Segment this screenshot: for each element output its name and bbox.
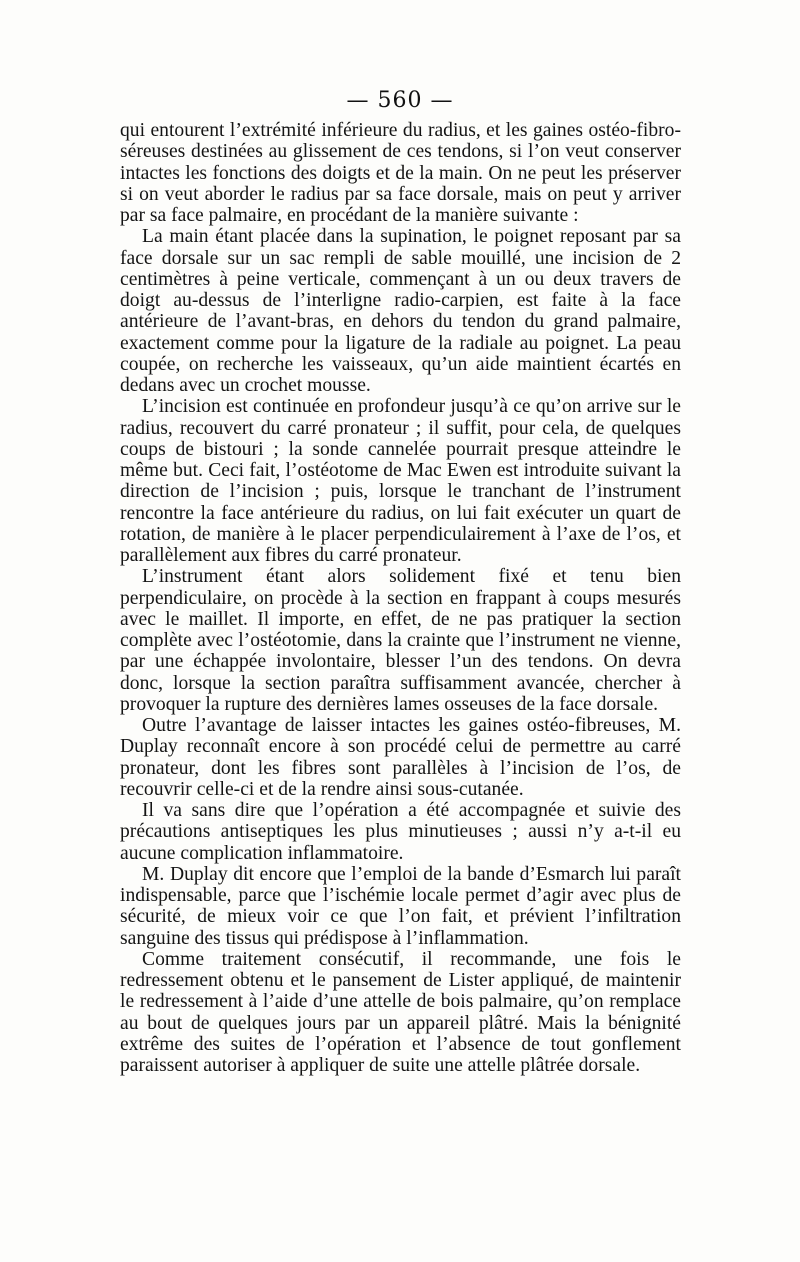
paragraph-8: Comme traitement consécutif, il recommande, une fois le redressement obtenu et le pansement de Lister appliqué, de maintenir le redressement à l’aide d’une attelle de bois palmaire, qu’on remplace au bout de quelques jours par un appareil plâtré. Mais la bénignité extrême des suites de l’opération et l’absence de tout gonflement paraissent autoriser à appliquer de suite une attelle plâtrée dorsale. bbox=[120, 948, 681, 1076]
paragraph-5: Outre l’avantage de laisser intactes les gaines ostéo-fibreuses, M. Duplay reconnaît encore à son procédé celui de permettre au carré pronateur, dont les fibres sont parallèles à l’incision de l’os, de recouvrir celle-ci et de la rendre ainsi sous-cutanée. bbox=[120, 715, 681, 800]
page-number: — 560 — bbox=[346, 88, 454, 113]
paragraph-1: qui entourent l’extrémité inférieure du radius, et les gaines ostéo-fibro-séreuses destinées au glissement de ces tendons, si l’on veut conserver intactes les fonctions des doigts et de la main. On ne peut les préserver si on veut aborder le radius par sa face dorsale, mais on peut y arriver par sa face palmaire, en procédant de la manière suivante : bbox=[120, 120, 681, 226]
body-text bbox=[120, 120, 681, 1076]
paragraph-4: L’instrument étant alors solidement fixé et tenu bien perpendiculaire, on procède à la section en frappant à coups mesurés avec le maillet. Il importe, en effet, de ne pas pratiquer la section complète avec l’ostéotomie, dans la crainte que l’instrument ne vienne, par une échappée involontaire, blesser l’un des tendons. On devra donc, lorsque la section paraîtra suffisamment avancée, chercher à provoquer la rupture des dernières lames osseuses de la face dorsale. bbox=[120, 566, 681, 715]
paragraph-2: La main étant placée dans la supination, le poignet reposant par sa face dorsale sur un sac rempli de sable mouillé, une incision de 2 centimètres à peine verticale, commençant à un ou deux travers de doigt au-dessus de l’interligne radio-carpien, est faite à la face antérieure de l’avant-bras, en dehors du tendon du grand palmaire, exactement comme pour la ligature de la radiale au poignet. La peau coupée, on recherche les vaisseaux, qu’un aide maintient écartés en dedans avec un crochet mousse. bbox=[120, 226, 681, 396]
paragraph-6: Il va sans dire que l’opération a été accompagnée et suivie des précautions antiseptiques les plus minutieuses ; aussi n’y a-t-il eu aucune complication inflammatoire. bbox=[120, 800, 681, 864]
paragraph-3: L’incision est continuée en profondeur jusqu’à ce qu’on arrive sur le radius, recouvert du carré pronateur ; il suffit, pour cela, de quelques coups de bistouri ; la sonde cannelée pourrait presque atteindre le même but. Ceci fait, l’ostéotome de Mac Ewen est introduite suivant la direction de l’incision ; puis, lorsque le tranchant de l’instrument rencontre la face antérieure du radius, on lui fait exécuter un quart de rotation, de manière à le placer perpendiculairement à l’axe de l’os, et parallèlement aux fibres du carré pronateur. bbox=[120, 396, 681, 566]
paragraph-7: M. Duplay dit encore que l’emploi de la bande d’Esmarch lui paraît indispensable, parce que l’ischémie locale permet d’agir avec plus de sécurité, de mieux voir ce que l’on fait, et prévient l’infiltration sanguine des tissus qui prédispose à l’inflammation. bbox=[120, 863, 681, 949]
